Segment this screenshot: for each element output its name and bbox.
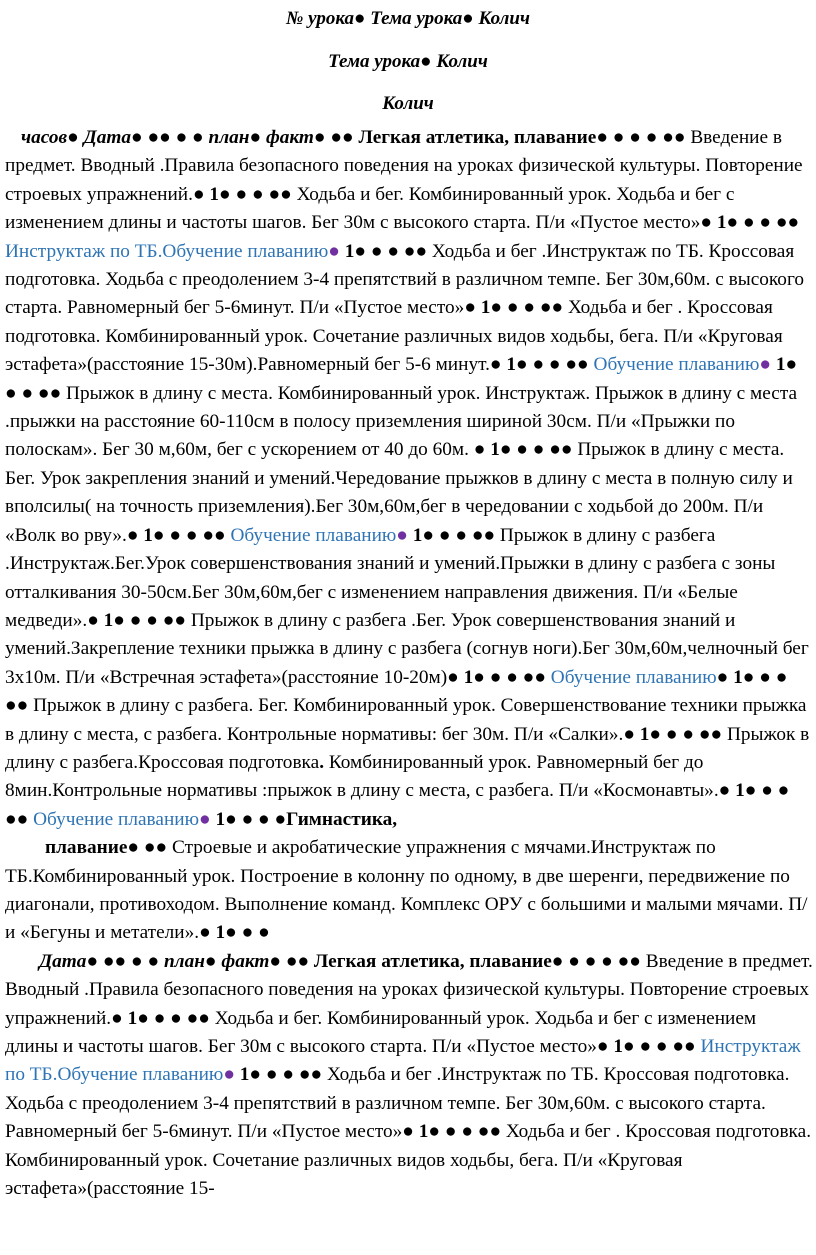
lesson-text: Ходьба и бег . Кроссовая подготовка. Комбинированный урок. Сочетание различных видов ходьбы, бега. П/и «Круговая эстафета»(расстояние 15-30м).Равномерный бег 5-6 минут. bbox=[5, 297, 783, 376]
bullet-dot: ● bbox=[223, 1064, 235, 1086]
hours-marker: 1● ● ● ●● bbox=[339, 240, 428, 262]
hours-marker: ● 1● ● ● ●● bbox=[623, 723, 723, 745]
header-line-1: № урока● Тема урока● Колич bbox=[286, 8, 530, 29]
lesson-text: Прыжок в длину с места. Комбинированный урок. Инструктаж. Прыжок в длину с места .прыжки на расстояние 60-110см в полосу приземления шириной 30см. П/и «Прыжки по полоскам». Бег 30 м,60м, бег с ускорением от 40 до 60м. bbox=[5, 382, 798, 461]
lesson-text: Комбинированный урок. Равномерный бег до 8мин.Контрольные нормативы :прыжок в длину с места, с разбега. П/и «Космонавты». bbox=[5, 751, 719, 802]
swimming-lesson-link: Обучение плаванию bbox=[593, 354, 760, 376]
topic-heading: Гимнастика, bbox=[286, 808, 398, 830]
lesson-text: Прыжок в длину с разбега.Кроссовая подготовка bbox=[5, 723, 810, 773]
lesson-plan-text bbox=[5, 124, 813, 1203]
swimming-lesson-link: Обучение плаванию bbox=[550, 666, 717, 688]
topic-heading: плавание● ●● bbox=[45, 837, 168, 859]
bullet-dot: ● bbox=[396, 524, 408, 546]
bold-period: . bbox=[319, 751, 325, 773]
hours-marker: ● 1● ● ● ●● bbox=[111, 1007, 210, 1029]
header-line-2: Тема урока● Колич bbox=[328, 51, 488, 72]
lesson-text: Ходьба и бег. Комбинированный урок. Ходьба и бег с изменением длины и частоты шагов. Бег 30м с высокого старта. П/и «Пустое место» bbox=[5, 1007, 757, 1057]
hours-marker: ● 1● ● ● ●● bbox=[596, 1036, 701, 1057]
bullet-dot: ● bbox=[198, 808, 211, 830]
lesson-text: Строевые и акробатические упражнения с мячами.Инструктаж по ТБ.Комбинированный урок. Построение в колонну по одному, в две шеренги, передвижение по диагонали, противоходом. Выполнение команд. Комплекс ОРУ с большими и малыми мячами. П/и «Бегуны и метатели». bbox=[5, 837, 808, 944]
hours-marker: ● 1● ● ● ●● bbox=[87, 609, 187, 631]
swimming-lesson-link: Обучение плаванию bbox=[33, 808, 199, 830]
lesson-text: Ходьба и бег. Комбинированный урок. Ходьба и бег с изменением длины и частоты шагов. Бег 30м с высокого старта. П/и «Пустое место» bbox=[5, 183, 735, 234]
hours-marker: ● 1● ● ● ●● bbox=[402, 1121, 502, 1143]
lesson-text: Ходьба и бег .Инструктаж по ТБ. Кроссовая подготовка. Ходьба с преодолением 3-4 препятствий в различном темпе. Бег 30м,60м. с высокого старта. Равномерный бег 5-6минут. П/и «Пустое место» bbox=[5, 240, 805, 319]
lesson-text: Прыжок в длину с разбега .Инструктаж.Бег.Урок совершенствования знаний и умений.Прыжки в длину с разбега с зоны отталкивания 30-50см.Бег 30м,60м,бег с изменением направления движения. П/и «Белые медведи». bbox=[5, 524, 776, 631]
section-1 bbox=[5, 124, 813, 948]
topic-heading: Легкая атлетика, плавание● ● ● ● ●● bbox=[353, 127, 686, 148]
section-2 bbox=[5, 948, 813, 1204]
hours-marker: ● 1● ● ● ●● bbox=[489, 354, 594, 376]
table-header-cells: часов● Дата● ●● ● ● план● факт● ●● bbox=[21, 127, 354, 148]
hours-marker: ● 1● ● ● ●● bbox=[468, 439, 573, 461]
bullet-dot: ● bbox=[759, 354, 772, 376]
hours-marker: ● 1● ● ● ●● bbox=[192, 183, 292, 205]
bullet-dot: ● bbox=[328, 240, 340, 262]
lesson-text: Ходьба и бег . Кроссовая подготовка. Комбинированный урок. Сочетание различных видов ходьбы, бега. П/и «Круговая эстафета»(расстояние 15- bbox=[5, 1121, 812, 1200]
swimming-lesson-link: Инструктаж по ТБ.Обучение плаванию bbox=[5, 1036, 801, 1086]
hours-marker: ● 1● ● ● ●● bbox=[126, 524, 231, 546]
lesson-text: Прыжок в длину с места. Бег. Урок закрепления знаний и умений.Чередование прыжков в длину с места в полную силу и вполсилы( на точность приземления).Бег 30м,60м,бег в чередовании с ходьбой до 200м. П/и «Волк во рву». bbox=[5, 439, 793, 546]
hours-marker: ● 1● ● ● ●● bbox=[464, 297, 564, 319]
hours-marker: 1● ● ● ●● bbox=[234, 1064, 323, 1086]
hours-marker: ● 1● ● ● ●● bbox=[700, 212, 800, 234]
hours-marker: ● 1● ● ● ●● bbox=[447, 666, 551, 688]
header-line-3: Колич bbox=[382, 93, 434, 114]
hours-marker: 1● ● ● ●● bbox=[5, 354, 798, 404]
hours-marker: ● 1● ● ● ●● bbox=[5, 780, 790, 830]
hours-marker: 1● ● ● ●● bbox=[407, 524, 496, 546]
lesson-text: Ходьба и бег .Инструктаж по ТБ. Кроссовая подготовка. Ходьба с преодолением 3-4 препятствий в различном темпе. Бег 30м,60м. с высокого старта. Равномерный бег 5-6минут. П/и «Пустое место» bbox=[5, 1064, 790, 1143]
table-header-cells: Дата● ●● ● ● план● факт● ●● bbox=[39, 950, 310, 972]
hours-marker: ● 1● ● ● bbox=[199, 922, 270, 944]
hours-marker: ● 1● ● ● ●● bbox=[5, 666, 788, 717]
hours-marker: 1● ● ● ● bbox=[210, 808, 287, 830]
topic-heading: Легкая атлетика, плавание● ● ● ● ●● bbox=[309, 950, 641, 972]
lesson-text: Введение в предмет. Вводный .Правила безопасного поведения на уроках физической культуры. Повторение строевых упражнений. bbox=[5, 127, 803, 205]
lesson-text: Введение в предмет. Вводный .Правила безопасного поведения на уроках физической культуры. Повторение строевых упражнений. bbox=[5, 950, 813, 1029]
swimming-lesson-link: Инструктаж по ТБ.Обучение плаванию bbox=[5, 240, 329, 262]
lesson-text: Прыжок в длину с разбега .Бег. Урок совершенствования знаний и умений.Закрепление техники прыжка в длину с разбега (согнув ноги).Бег 30м,60м,челночный бег 3х10м. П/и «Встречная эстафета»(расстояние 10-20м) bbox=[5, 609, 809, 688]
lesson-text: Прыжок в длину с разбега. Бег. Комбинированный урок. Совершенствование техники прыжка в длину с места, с разбега. Контрольные нормативы: бег 30м. П/и «Салки». bbox=[5, 695, 807, 745]
swimming-lesson-link: Обучение плаванию bbox=[230, 524, 397, 546]
